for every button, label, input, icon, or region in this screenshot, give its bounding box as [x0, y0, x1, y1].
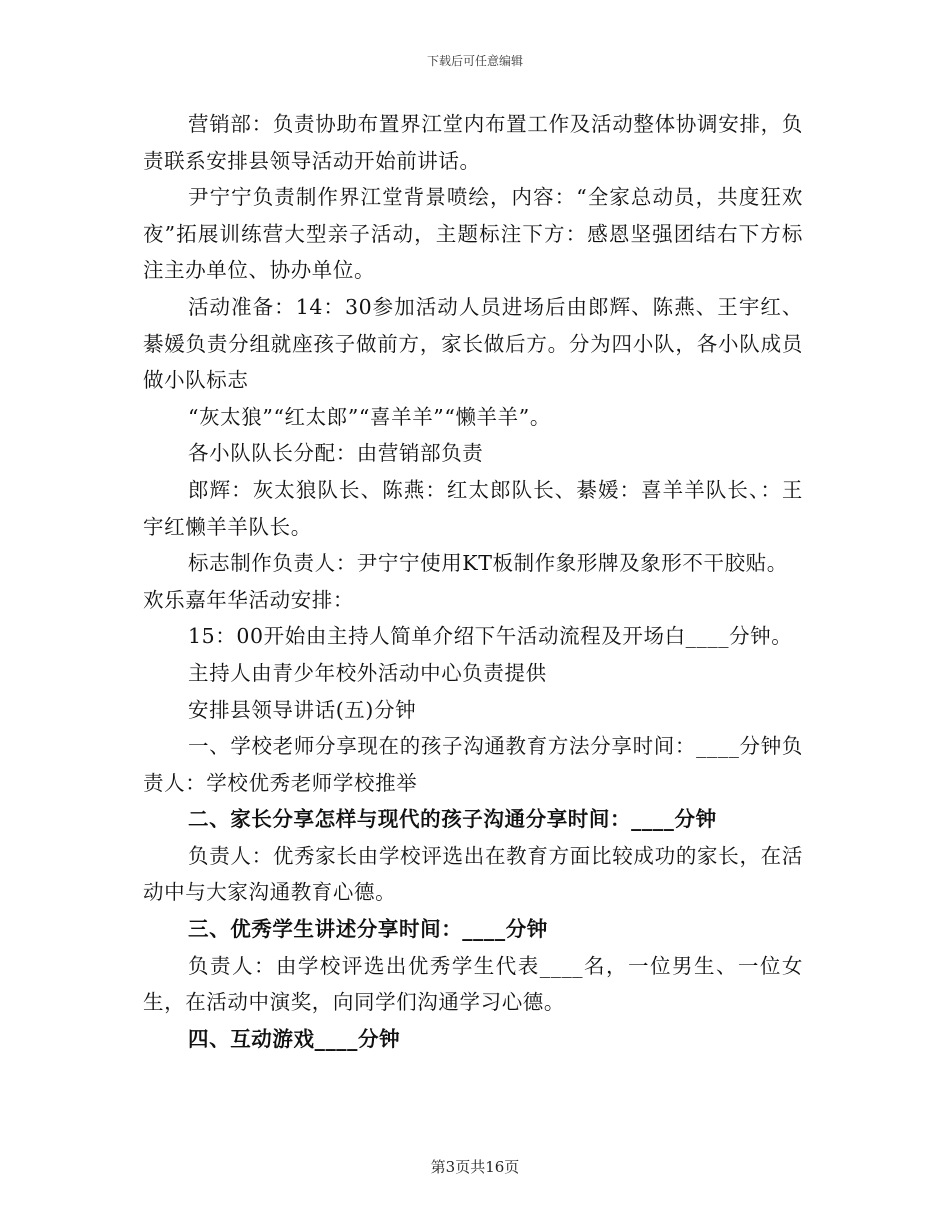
section-one-teacher-sharing: 一、学校老师分享现在的孩子沟通教育方法分享时间：____分钟负责人：学校优秀老师学校推举 — [143, 734, 803, 795]
paragraph-student-responsible: 负责人：由学校评选出优秀学生代表____名，一位男生、一位女生，在活动中演奖，向同学们沟通学习心德。 — [143, 953, 803, 1015]
paragraph-captains: 郎辉：灰太狼队长、陈燕：红太郎队长、綦媛：喜羊羊队长、：王宇红懒羊羊队长。 — [143, 477, 803, 539]
paragraph-parent-responsible: 负责人：优秀家长由学校评选出在教育方面比较成功的家长，在活动中与大家沟通教育心德。 — [143, 843, 803, 905]
paragraph-marketing-dept: 营销部：负责协助布置界江堂内布置工作及活动整体协调安排，负责联系安排县领导活动开始前讲话。 — [143, 112, 803, 173]
paragraph-team-names: “灰太狼”“红太郎”“喜羊羊”“懒羊羊”。 — [188, 404, 551, 429]
section-four-heading: 四、互动游戏____分钟 — [188, 1026, 401, 1051]
paragraph-sign-maker: 标志制作负责人：尹宁宁使用KT板制作象形牌及象形不干胶贴。 — [188, 551, 788, 576]
section-three-heading: 三、优秀学生讲述分享时间：____分钟 — [188, 917, 548, 942]
document-body — [143, 106, 803, 1057]
paragraph-host: 主持人由青少年校外活动中心负责提供 — [188, 660, 547, 685]
paragraph-carnival-schedule: 欢乐嘉年华活动安排： — [143, 587, 354, 612]
section-two-heading: 二、家长分享怎样与现代的孩子沟通分享时间：____分钟 — [188, 807, 717, 832]
paragraph-opening: 15：00开始由主持人简单介绍下午活动流程及开场白____分钟。 — [188, 624, 793, 649]
paragraph-preparation: 活动准备：14：30参加活动人员进场后由郎辉、陈燕、王宇红、綦媛负责分组就座孩子做前方，家长做后方。分为四小队，各小队成员做小队标志 — [143, 294, 803, 393]
page-header: 下载后可任意编辑 — [426, 54, 523, 68]
paragraph-leader-speech: 安排县领导讲话(五)分钟 — [188, 697, 417, 722]
paragraph-backdrop: 尹宁宁负责制作界江堂背景喷绘，内容：“全家总动员，共度狂欢夜”拓展训练营大型亲子活动，主题标注下方：感恩坚强团结右下方标注主办单位、协办单位。 — [143, 185, 803, 283]
page-number-footer: 第3页共16页 — [430, 1158, 520, 1176]
paragraph-captain-assignment: 各小队队长分配：由营销部负责 — [188, 441, 484, 466]
